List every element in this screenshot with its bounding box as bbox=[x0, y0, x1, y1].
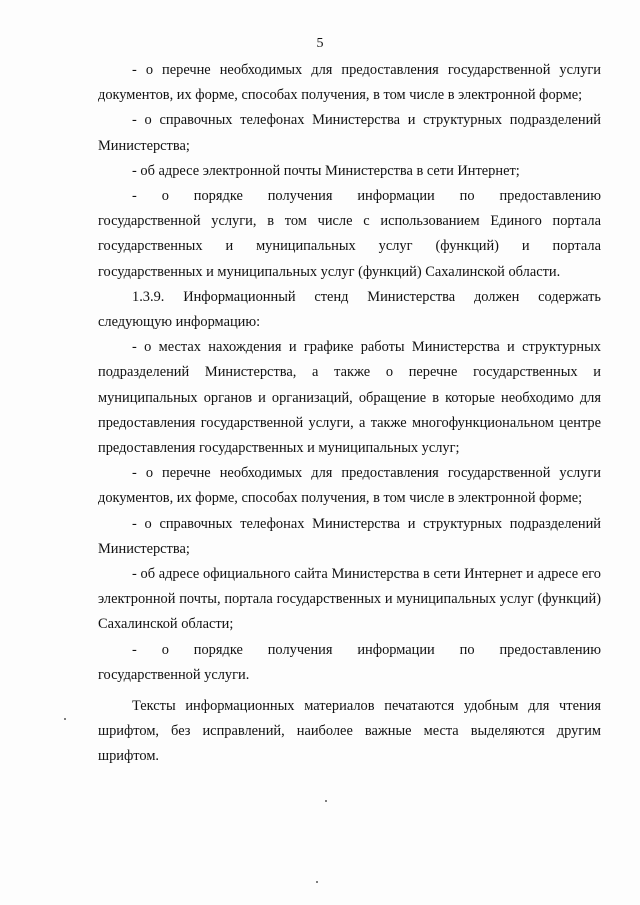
word: использованием bbox=[380, 213, 480, 230]
paragraph-procedure-line-1 bbox=[98, 184, 601, 209]
word: портала bbox=[552, 213, 601, 230]
paragraph-info-stand: 1.3.9. Информационный стенд Министерства должен содержать следующую информацию: bbox=[98, 288, 601, 331]
word: предоставлению bbox=[499, 641, 601, 658]
word: получения bbox=[267, 641, 333, 658]
word: государственных bbox=[98, 238, 203, 255]
word: порядке bbox=[193, 641, 243, 658]
word: - bbox=[132, 641, 137, 658]
word: услуги, bbox=[211, 213, 257, 230]
word: информации bbox=[357, 641, 435, 658]
paragraph-locations: - о местах нахождения и графике работы Министерства и структурных подразделений Министерства, а также о перечне государственных и муниципальных органов и организаций, обращение в которые необходимо для предоставления государственной услуги, а также многофункциональном центре предоставления государственных и муниципальных услуг; bbox=[98, 339, 601, 457]
word: в bbox=[267, 213, 274, 230]
paragraph-email: - об адресе электронной почты Министерства в сети Интернет; bbox=[132, 162, 520, 179]
paragraph-procedure-2-line-1 bbox=[98, 638, 601, 663]
paragraph-procedure-line-2 bbox=[98, 209, 601, 234]
paragraph-procedure-2 bbox=[98, 638, 601, 688]
word: (функций) bbox=[435, 238, 499, 255]
scan-speck bbox=[325, 800, 327, 802]
word: с bbox=[363, 213, 370, 230]
paragraph-procedure-line-4: государственных и муниципальных услуг (функций) Сахалинской области. bbox=[98, 263, 561, 280]
word: и bbox=[225, 238, 234, 255]
paragraph-documents-list: - о перечне необходимых для предоставления государственной услуги документов, их форме, способах получения, в том числе в электронной форме; bbox=[98, 62, 601, 104]
word: числе bbox=[317, 213, 353, 230]
paragraph-procedure-2-line-2: государственной услуги. bbox=[98, 666, 250, 683]
word: о bbox=[161, 641, 169, 658]
paragraph-procedure bbox=[98, 184, 601, 285]
word: портала bbox=[552, 238, 601, 255]
word: Единого bbox=[490, 213, 542, 230]
document-body bbox=[98, 58, 601, 770]
word: по bbox=[459, 188, 475, 205]
word: том bbox=[284, 213, 307, 230]
word: муниципальных bbox=[256, 238, 356, 255]
word: и bbox=[521, 238, 530, 255]
word: предоставлению bbox=[499, 188, 601, 205]
paragraph-procedure-line-3 bbox=[98, 234, 601, 259]
word: информации bbox=[357, 188, 435, 205]
paragraph-phones-2: - о справочных телефонах Министерства и структурных подразделений Министерства; bbox=[98, 515, 601, 557]
word: по bbox=[459, 641, 475, 658]
word: - bbox=[132, 188, 137, 205]
scan-speck bbox=[316, 881, 318, 883]
word: порядке bbox=[193, 188, 243, 205]
word: государственной bbox=[98, 213, 201, 230]
paragraph-phones: - о справочных телефонах Министерства и структурных подразделений Министерства; bbox=[98, 112, 601, 154]
word: о bbox=[161, 188, 169, 205]
word: услуг bbox=[378, 238, 413, 255]
paragraph-final: Тексты информационных материалов печатаются удобным для чтения шрифтом, без исправлений, наиболее важные места выделяются другим шрифтом. bbox=[98, 698, 601, 765]
word: получения bbox=[267, 188, 333, 205]
paragraph-website: - об адресе официального сайта Министерства в сети Интернет и адресе его электронной почты, портала государственных и муниципальных услуг (функций) Сахалинской области; bbox=[98, 566, 601, 633]
scan-speck bbox=[64, 718, 66, 720]
page-number: 5 bbox=[316, 36, 324, 51]
paragraph-documents-list-2: - о перечне необходимых для предоставления государственной услуги документов, их форме, способах получения, в том числе в электронной форме; bbox=[98, 465, 601, 507]
